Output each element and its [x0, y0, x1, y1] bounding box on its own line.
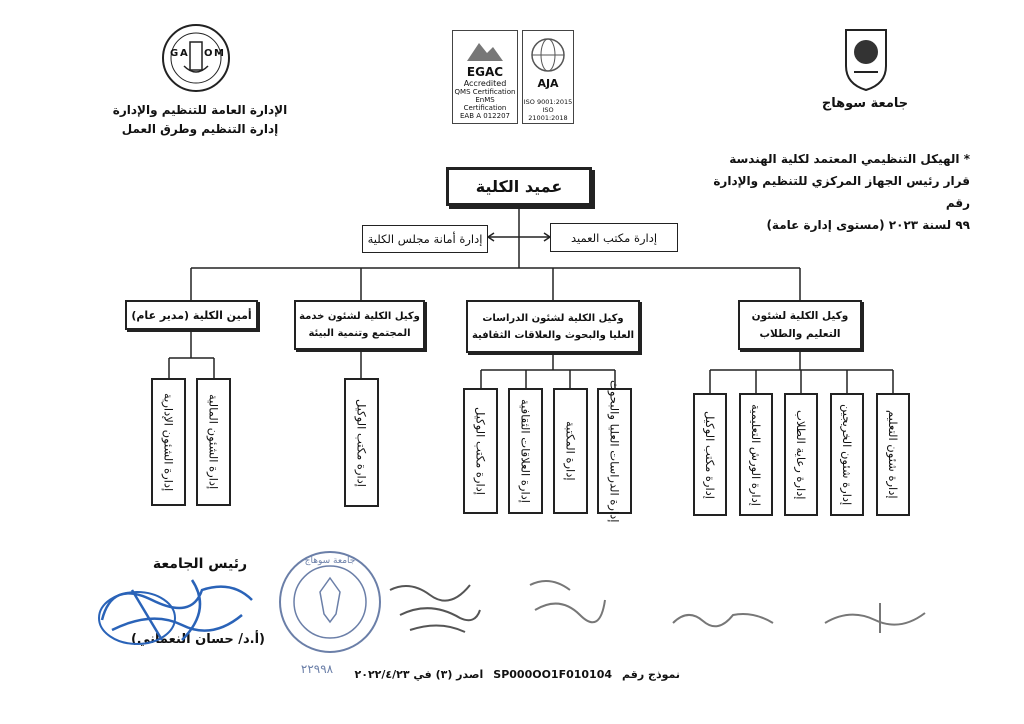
dept-label: إدارة شئون التعليم	[886, 410, 900, 499]
branch-title-line2: التعليم والطلاب	[759, 328, 841, 340]
dept-label: إدارة الدراسات العليا والبحوث	[607, 379, 622, 523]
eagle-icon	[320, 578, 340, 622]
branch-title-line1: وكيل الكلية لشئون	[751, 310, 849, 322]
aja-name: AJA	[537, 77, 559, 90]
decree-line-1: * الهيكل التنظيمي المعتمد لكلية الهندسة	[729, 152, 970, 166]
branch-title-line2: العليا والبحوث والعلاقات الثقافية	[471, 329, 635, 341]
dept-box	[739, 393, 773, 516]
gaom-letter-m: M	[214, 48, 224, 59]
gaom-letter-g: G	[170, 48, 179, 59]
dept-label: إدارة رعاية الطلاب	[794, 409, 808, 500]
dept-box	[784, 393, 818, 516]
branch-box-community	[294, 300, 425, 350]
egac-accredited: Accredited	[463, 79, 507, 88]
branch-title-line1: أمين الكلية (مدير عام)	[131, 308, 252, 322]
president-name: (أ.د/ حسان النعماني)	[131, 632, 265, 647]
dept-box	[463, 388, 498, 514]
dean-office-box	[550, 223, 678, 252]
dept-label: إدارة الورش التعليمية	[749, 403, 763, 506]
university-name: جامعة سوهاج	[821, 96, 909, 111]
dept-label: إدارة المكتبة	[563, 421, 578, 481]
dept-box	[830, 393, 864, 516]
aja-iso1: ISO 9001:2015	[523, 98, 573, 106]
dept-box	[597, 379, 632, 523]
dept-label: إدارة الشئون المالية	[206, 394, 221, 490]
signature-5	[820, 598, 930, 638]
form-number: SP000OO1F010104	[493, 668, 613, 681]
dept-label: إدارة العلاقات الثقافية	[518, 399, 533, 503]
dean-label: عميد الكلية	[475, 177, 563, 196]
dept-box	[151, 378, 186, 506]
dean-box	[446, 167, 592, 206]
page-reference: ٢٢٩٩٨	[300, 662, 334, 676]
dept-box	[876, 393, 910, 516]
stamp-text: جامعة سوهاج	[304, 556, 356, 566]
dept-box	[553, 388, 588, 514]
branch-title-line2: المجتمع وتنمية البيئة	[308, 328, 411, 339]
egac-line3: EAB A 012207	[460, 112, 510, 120]
branch-box-secretary	[125, 300, 258, 330]
signature-3	[520, 570, 610, 630]
gaom-dept-name: إدارة التنظيم وطرق العمل	[121, 122, 279, 136]
branch-title-line1: وكيل الكلية لشئون الدراسات	[482, 312, 624, 324]
form-footer	[340, 668, 680, 681]
issue-text: اصدر (٣) في ٢٠٢٢/٤/٢٣	[354, 668, 484, 681]
gaom-letter-o: O	[204, 48, 213, 59]
council-box	[362, 225, 488, 253]
president-signature	[92, 570, 262, 650]
dept-label: إدارة مكتب الوكيل	[473, 407, 488, 495]
signature-2	[380, 570, 490, 640]
branch-box-graduate	[466, 300, 640, 353]
decree-line-3: ٩٩ لسنة ٢٠٢٣ (مستوى إدارة عامة)	[766, 218, 970, 232]
dept-label: إدارة الشئون الإدارية	[161, 392, 176, 492]
dept-box	[508, 388, 543, 514]
dept-box	[196, 378, 231, 506]
council-label: إدارة أمانة مجلس الكلية	[367, 232, 483, 246]
decree-line-2: قرار رئيس الجهاز المركزي للتنظيم والإدارة رقم	[713, 174, 970, 210]
egac-line2: EnMS Certification	[463, 96, 507, 112]
gaom-letter-a: A	[180, 48, 188, 59]
dept-box	[344, 378, 379, 507]
dept-label: إدارة مكتب الوكيل	[703, 410, 717, 499]
egac-line1: QMS Certification	[454, 88, 516, 96]
egac-name: EGAC	[466, 65, 504, 79]
dept-box	[693, 393, 727, 516]
form-label: نموذج رقم	[622, 668, 680, 681]
branch-title-line1: وكيل الكلية لشئون خدمة	[299, 311, 420, 322]
official-stamp	[276, 548, 384, 656]
president-label: رئيس الجامعة	[152, 556, 248, 572]
gaom-org-name: الإدارة العامة للتنظيم والإدارة	[112, 103, 288, 117]
signature-4	[668, 603, 778, 633]
branch-box-education	[738, 300, 862, 350]
dept-label: إدارة مكتب الوكيل	[354, 398, 369, 487]
dept-label: إدارة شئون الخريجين	[840, 403, 854, 506]
dean-office-label: إدارة مكتب العميد	[570, 230, 658, 245]
aja-iso2: ISO 21001:2018	[528, 106, 568, 122]
